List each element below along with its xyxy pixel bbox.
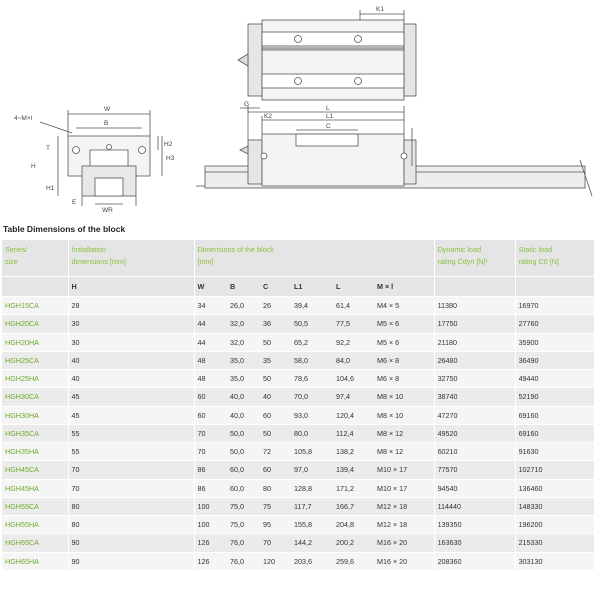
cell-c: 60 <box>260 406 291 424</box>
cell-installation-h: 80 <box>68 516 194 534</box>
cell-installation-h: 70 <box>68 461 194 479</box>
cell-c: 35 <box>260 351 291 369</box>
cell-static-load: 35900 <box>515 333 594 351</box>
cell-l: 171,2 <box>333 479 374 497</box>
table-row <box>2 461 594 479</box>
cell-c: 36 <box>260 315 291 333</box>
dim-label-e: E <box>72 199 77 206</box>
cell-b: 60,0 <box>227 479 260 497</box>
cell-l1: 105,8 <box>291 443 333 461</box>
table-row <box>2 333 594 351</box>
cell-dynamic-load: 77570 <box>434 461 515 479</box>
cell-mxl: M8 × 12 <box>374 443 434 461</box>
cell-b: 50,0 <box>227 443 260 461</box>
dim-label-w: W <box>104 106 111 113</box>
cell-dynamic-load: 163630 <box>434 534 515 552</box>
cell-installation-h: 55 <box>68 443 194 461</box>
dim-label-l1: L1 <box>326 113 334 120</box>
cell-l1: 50,5 <box>291 315 333 333</box>
header-blank <box>515 277 594 297</box>
cell-l: 139,4 <box>333 461 374 479</box>
cell-w: 44 <box>194 333 227 351</box>
cell-installation-h: 90 <box>68 534 194 552</box>
cell-b: 35,0 <box>227 370 260 388</box>
cell-w: 126 <box>194 552 227 570</box>
cell-c: 50 <box>260 370 291 388</box>
cell-w: 34 <box>194 297 227 315</box>
cell-l1: 78,6 <box>291 370 333 388</box>
cell-static-load: 102710 <box>515 461 594 479</box>
table-row <box>2 297 594 315</box>
cell-c: 26 <box>260 297 291 315</box>
cell-installation-h: 80 <box>68 497 194 515</box>
cell-l1: 70,0 <box>291 388 333 406</box>
cell-l: 120,4 <box>333 406 374 424</box>
dim-label-b: B <box>104 120 109 127</box>
cell-series: HGH45HA <box>2 479 68 497</box>
dim-label-h3: H3 <box>166 155 175 162</box>
cell-b: 76,0 <box>227 534 260 552</box>
cell-installation-h: 40 <box>68 351 194 369</box>
cell-c: 80 <box>260 479 291 497</box>
cell-c: 95 <box>260 516 291 534</box>
cell-mxl: M16 × 20 <box>374 552 434 570</box>
cell-dynamic-load: 21180 <box>434 333 515 351</box>
dim-label-l: L <box>326 105 330 112</box>
cell-static-load: 27760 <box>515 315 594 333</box>
side-view <box>196 106 592 196</box>
table-row <box>2 516 594 534</box>
cell-dynamic-load: 60210 <box>434 443 515 461</box>
cell-w: 100 <box>194 497 227 515</box>
cell-b: 40,0 <box>227 406 260 424</box>
dim-label-mxl: 4~M×l <box>14 115 33 122</box>
header-col: L1 <box>291 277 333 297</box>
dim-label-c: C <box>326 123 331 130</box>
table-row <box>2 370 594 388</box>
cell-static-load: 52190 <box>515 388 594 406</box>
header-col: L <box>333 277 374 297</box>
cell-series: HGH55HA <box>2 516 68 534</box>
cell-installation-h: 55 <box>68 424 194 442</box>
cell-c: 72 <box>260 443 291 461</box>
cell-installation-h: 30 <box>68 333 194 351</box>
cell-b: 40,0 <box>227 388 260 406</box>
cell-dynamic-load: 47270 <box>434 406 515 424</box>
cell-w: 86 <box>194 479 227 497</box>
cell-static-load: 49440 <box>515 370 594 388</box>
cell-mxl: M16 × 20 <box>374 534 434 552</box>
cell-series: HGH45CA <box>2 461 68 479</box>
cell-l1: 39,4 <box>291 297 333 315</box>
dim-label-k2: K2 <box>264 113 272 120</box>
cell-w: 60 <box>194 406 227 424</box>
cell-b: 35,0 <box>227 351 260 369</box>
cell-l1: 93,0 <box>291 406 333 424</box>
cell-series: HGH25HA <box>2 370 68 388</box>
cell-series: HGH25CA <box>2 351 68 369</box>
cell-w: 48 <box>194 370 227 388</box>
cell-dynamic-load: 32750 <box>434 370 515 388</box>
cell-c: 60 <box>260 461 291 479</box>
cell-static-load: 91630 <box>515 443 594 461</box>
header-blank <box>434 277 515 297</box>
cell-static-load: 36490 <box>515 351 594 369</box>
table-row <box>2 534 594 552</box>
cell-installation-h: 28 <box>68 297 194 315</box>
cell-series: HGH65CA <box>2 534 68 552</box>
cell-series: HGH15CA <box>2 297 68 315</box>
cell-c: 120 <box>260 552 291 570</box>
cell-l: 200,2 <box>333 534 374 552</box>
header-col: W <box>194 277 227 297</box>
cell-w: 86 <box>194 461 227 479</box>
cell-b: 50,0 <box>227 424 260 442</box>
cell-static-load: 148330 <box>515 497 594 515</box>
table-body <box>2 297 594 570</box>
cell-w: 70 <box>194 424 227 442</box>
dim-label-h2: H2 <box>164 141 173 148</box>
cell-c: 50 <box>260 424 291 442</box>
cell-b: 32,0 <box>227 315 260 333</box>
cell-series: HGH65HA <box>2 552 68 570</box>
cell-mxl: M12 × 18 <box>374 516 434 534</box>
cell-mxl: M5 × 6 <box>374 315 434 333</box>
cell-installation-h: 40 <box>68 370 194 388</box>
table-row <box>2 351 594 369</box>
table-row <box>2 424 594 442</box>
cell-mxl: M10 × 17 <box>374 461 434 479</box>
header-col: C <box>260 277 291 297</box>
header-block-dimensions: Dimensions of the block [mm] <box>194 240 434 277</box>
cell-dynamic-load: 49520 <box>434 424 515 442</box>
cell-l1: 97,0 <box>291 461 333 479</box>
cell-static-load: 69160 <box>515 406 594 424</box>
cell-l1: 144,2 <box>291 534 333 552</box>
dim-label-h1: H1 <box>46 185 55 192</box>
cell-mxl: M8 × 10 <box>374 406 434 424</box>
cell-dynamic-load: 17750 <box>434 315 515 333</box>
header-col: H <box>68 277 194 297</box>
cell-installation-h: 45 <box>68 388 194 406</box>
cell-b: 60,0 <box>227 461 260 479</box>
cell-dynamic-load: 38740 <box>434 388 515 406</box>
cell-mxl: M8 × 12 <box>374 424 434 442</box>
cell-dynamic-load: 114440 <box>434 497 515 515</box>
cell-w: 60 <box>194 388 227 406</box>
cell-mxl: M6 × 8 <box>374 370 434 388</box>
cell-l: 61,4 <box>333 297 374 315</box>
cell-series: HGH35HA <box>2 443 68 461</box>
cell-l: 97,4 <box>333 388 374 406</box>
cell-static-load: 136460 <box>515 479 594 497</box>
cell-l1: 155,8 <box>291 516 333 534</box>
cell-series: HGH35CA <box>2 424 68 442</box>
cell-b: 75,0 <box>227 516 260 534</box>
table-row <box>2 497 594 515</box>
cell-mxl: M6 × 8 <box>374 351 434 369</box>
dim-label-k1: K1 <box>376 6 384 13</box>
cell-series: HGH30CA <box>2 388 68 406</box>
dim-label-h: H <box>31 163 36 170</box>
cell-l: 259,6 <box>333 552 374 570</box>
cell-dynamic-load: 26480 <box>434 351 515 369</box>
cell-c: 40 <box>260 388 291 406</box>
dim-label-t: T <box>46 145 50 152</box>
cell-w: 100 <box>194 516 227 534</box>
dimensions-table <box>2 240 594 570</box>
cell-static-load: 196200 <box>515 516 594 534</box>
cell-b: 26,0 <box>227 297 260 315</box>
table-row <box>2 388 594 406</box>
cell-l: 77,5 <box>333 315 374 333</box>
table-row <box>2 443 594 461</box>
dim-label-wr: WR <box>102 207 113 214</box>
table-row <box>2 552 594 570</box>
cell-dynamic-load: 11380 <box>434 297 515 315</box>
cell-l1: 117,7 <box>291 497 333 515</box>
cell-dynamic-load: 94540 <box>434 479 515 497</box>
cell-mxl: M4 × 5 <box>374 297 434 315</box>
cell-c: 50 <box>260 333 291 351</box>
cell-series: HGH20HA <box>2 333 68 351</box>
cell-series: HGH55CA <box>2 497 68 515</box>
cell-installation-h: 45 <box>68 406 194 424</box>
cell-l: 166,7 <box>333 497 374 515</box>
front-view <box>40 110 162 206</box>
header-dynamic-load: Dynamic load rating Cdyn [N]¹ <box>434 240 515 277</box>
cell-mxl: M5 × 6 <box>374 333 434 351</box>
header-installation: Installation dimensions [mm] <box>68 240 194 277</box>
cell-l: 204,8 <box>333 516 374 534</box>
cell-installation-h: 30 <box>68 315 194 333</box>
top-view <box>238 10 416 100</box>
cell-w: 70 <box>194 443 227 461</box>
cell-l1: 65,2 <box>291 333 333 351</box>
cell-c: 75 <box>260 497 291 515</box>
cell-w: 48 <box>194 351 227 369</box>
header-blank <box>2 277 68 297</box>
cell-series: HGH20CA <box>2 315 68 333</box>
cell-l: 138,2 <box>333 443 374 461</box>
table-row <box>2 406 594 424</box>
cell-l1: 58,0 <box>291 351 333 369</box>
cell-mxl: M10 × 17 <box>374 479 434 497</box>
dim-label-g: G <box>244 101 250 108</box>
cell-l: 104,6 <box>333 370 374 388</box>
table-row <box>2 479 594 497</box>
cell-static-load: 303130 <box>515 552 594 570</box>
header-series: Series/ size <box>2 240 68 277</box>
table-row <box>2 315 594 333</box>
header-static-load: Static load rating C0 [N] <box>515 240 594 277</box>
header-col: B <box>227 277 260 297</box>
cell-c: 70 <box>260 534 291 552</box>
cell-static-load: 69160 <box>515 424 594 442</box>
technical-drawing <box>0 0 600 222</box>
cell-dynamic-load: 208360 <box>434 552 515 570</box>
cell-static-load: 16970 <box>515 297 594 315</box>
cell-l1: 128,8 <box>291 479 333 497</box>
cell-l1: 203,6 <box>291 552 333 570</box>
header-row-groups <box>2 240 594 277</box>
cell-installation-h: 90 <box>68 552 194 570</box>
cell-mxl: M12 × 18 <box>374 497 434 515</box>
table-title: Table Dimensions of the block <box>3 224 126 234</box>
cell-static-load: 215330 <box>515 534 594 552</box>
cell-dynamic-load: 139350 <box>434 516 515 534</box>
cell-l: 84,0 <box>333 351 374 369</box>
header-row-columns <box>2 277 594 297</box>
cell-l: 92,2 <box>333 333 374 351</box>
cell-b: 75,0 <box>227 497 260 515</box>
cell-b: 76,0 <box>227 552 260 570</box>
cell-w: 44 <box>194 315 227 333</box>
cell-installation-h: 70 <box>68 479 194 497</box>
cell-w: 126 <box>194 534 227 552</box>
header-col: M × l <box>374 277 434 297</box>
cell-mxl: M8 × 10 <box>374 388 434 406</box>
cell-b: 32,0 <box>227 333 260 351</box>
cell-l: 112,4 <box>333 424 374 442</box>
cell-series: HGH30HA <box>2 406 68 424</box>
cell-l1: 80,0 <box>291 424 333 442</box>
